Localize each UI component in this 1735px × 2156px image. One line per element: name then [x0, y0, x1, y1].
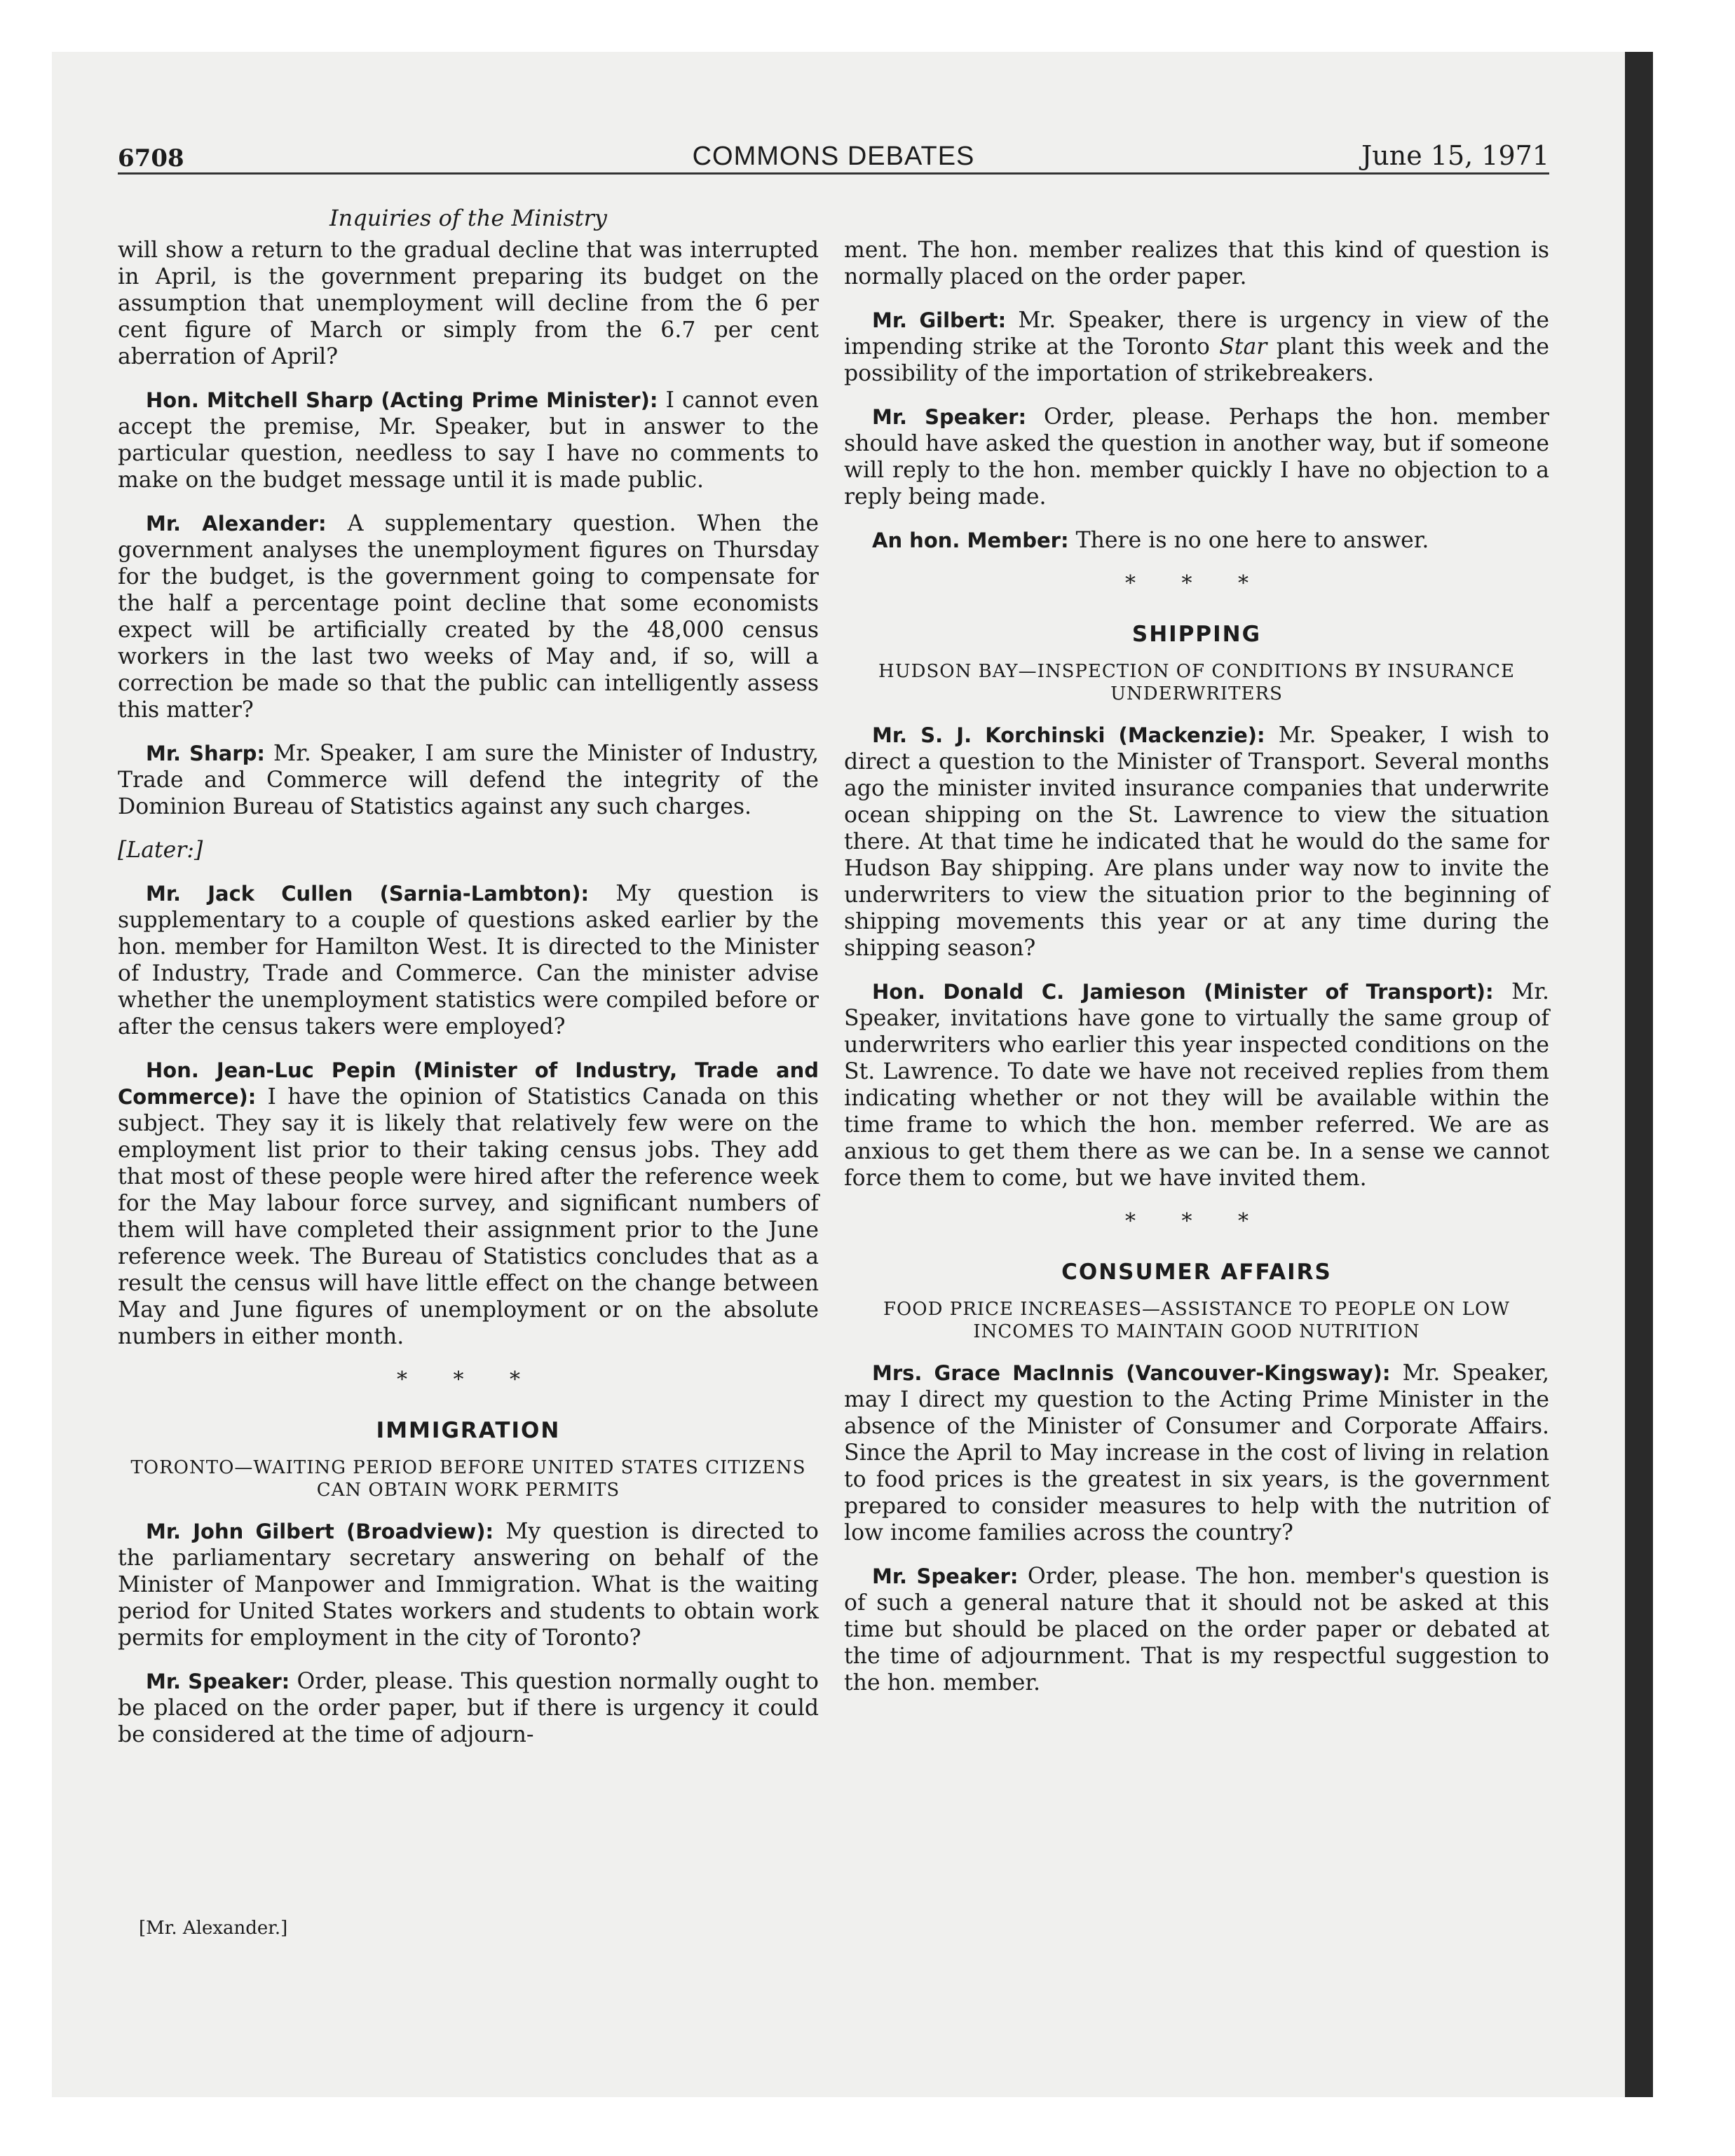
- paragraph: [118, 1668, 819, 1748]
- speaker-name: Mr. Speaker:: [146, 1670, 290, 1693]
- paragraph: [118, 510, 819, 723]
- speaker-name: Mr. S. J. Korchinski (Mackenzie):: [872, 723, 1265, 747]
- speaker-name: Mrs. Grace MacInnis (Vancouver-Kingsway):: [872, 1361, 1391, 1385]
- publication-title: COMMONS DEBATES: [692, 142, 975, 171]
- page-number: 6708: [118, 144, 184, 172]
- section-separator: * * *: [396, 1367, 540, 1392]
- left-column: [118, 237, 819, 1765]
- paragraph: [844, 307, 1549, 387]
- paragraph: [118, 740, 819, 820]
- speech-text: Mr. Speaker, may I direct my question to the Acting Prime Minister in the absence of the Minister of Consumer and Corporate Affairs. Since the April to May increase in the cost of living in relation to food prices is the greatest in six years, is the government prepared to consider measures to help with the nutrition of low income families across the country?: [844, 1360, 1549, 1546]
- speech-text: Order, please. This question normally ought to be placed on the order paper, but if there is urgency it could be considered at the time of adjourn-: [118, 1669, 819, 1747]
- paragraph: [844, 1563, 1549, 1696]
- speech-text: There is no one here to answer.: [1068, 528, 1429, 553]
- speech-text: My question is supplementary to a couple of questions asked earlier by the hon. member for Hamilton West. It is directed to the Minister of Industry, Trade and Commerce. Can the minister advise whether the unemployment statistics were compiled before or after the census takers were employed?: [118, 881, 819, 1039]
- speech-text: A supplementary question. When the government analyses the unemployment figures on Thursday for the budget, is the government going to compensate for the half a percentage point decline that some economists expect will be artificially created by the 48,000 census workers in the last two weeks of May and, if so, will a correction be made so that the public can intelligently assess this matter?: [118, 511, 819, 723]
- section-heading: SHIPPING: [1131, 622, 1262, 647]
- speech-text: Mr. Speaker, invitations have gone to virtually the same group of underwriters who earlier this year inspected conditions on the St. Lawrence. To date we have not received replies from them indicating whether or not they will be available within the time frame to which the hon. member referred. We are as anxious to get them there as we can be. In a sense we cannot force them to come, but we have invited them.: [844, 979, 1549, 1191]
- paragraph: ment. The hon. member realizes that this kind of question is normally placed on the order paper.: [844, 238, 1549, 289]
- speech-text: Order, please. The hon. member's question is of such a general nature that it should not be asked at this time but should be placed on the order paper or debated at the time of adjournment. That is my respectful suggestion to the hon. member.: [844, 1564, 1549, 1696]
- speech-text: Order, please. Perhaps the hon. member should have asked the question in another way, but if someone will reply to the hon. member quickly I have no objection to a reply being made.: [844, 404, 1549, 510]
- speech-text: Mr. Speaker, I am sure the Minister of Industry, Trade and Commerce will defend the integrity of the Dominion Bureau of Statistics against any such charges.: [118, 741, 819, 819]
- subsection-heading: TORONTO—WAITING PERIOD BEFORE UNITED STATES CITIZENS CAN OBTAIN WORK PERMITS: [130, 1457, 806, 1501]
- section-heading: IMMIGRATION: [376, 1418, 561, 1443]
- speech-text: plant this week and the possibility of the importation of strikebreakers.: [844, 334, 1550, 386]
- paragraph: [118, 1057, 819, 1350]
- speaker-name: Mr. Gilbert:: [872, 308, 1007, 332]
- speaker-name: Mr. Alexander:: [146, 512, 327, 535]
- binding-edge: [1625, 52, 1653, 2097]
- paragraph: [118, 880, 819, 1040]
- speaker-name: Mr. Speaker:: [872, 1564, 1019, 1588]
- section-separator: * * *: [1124, 1209, 1269, 1234]
- paragraph: [844, 404, 1549, 510]
- page-header: [118, 137, 1549, 175]
- speaker-name: Mr. Sharp:: [146, 742, 265, 765]
- running-title: Inquiries of the Ministry: [329, 205, 607, 231]
- subsection-heading: HUDSON BAY—INSPECTION OF CONDITIONS BY INSURANCE UNDERWRITERS: [878, 661, 1515, 704]
- section-heading: CONSUMER AFFAIRS: [1061, 1260, 1332, 1285]
- speaker-name: Mr. Jack Cullen (Sarnia-Lambton):: [146, 882, 590, 906]
- newspaper-name: Star: [1219, 334, 1267, 360]
- speaker-name: Mr. John Gilbert (Broadview):: [146, 1520, 494, 1543]
- right-column: [844, 237, 1549, 1713]
- paragraph: [118, 387, 819, 493]
- later-marker: [Later:]: [118, 838, 203, 863]
- speech-text: I cannot even accept the premise, Mr. Speaker, but in answer to the particular question, needless to say I have no comments to make on the budget message until it is made public.: [118, 388, 819, 493]
- paragraph: [118, 1518, 819, 1651]
- speaker-name: An hon. Member:: [872, 528, 1069, 552]
- subsection-heading: FOOD PRICE INCREASES—ASSISTANCE TO PEOPLE ON LOW INCOMES TO MAINTAIN GOOD NUTRITION: [883, 1299, 1511, 1342]
- speech-text: Mr. Speaker, I wish to direct a question to the Minister of Transport. Several months ago the minister invited insurance companies that underwrite ocean shipping on the St. Lawrence to view the situation there. At that time he indicated that he would do the same for Hudson Bay shipping. Are plans under way now to invite the underwriters to view the situation prior to the beginning of shipping movements this year or at any time during the shipping season?: [844, 723, 1549, 961]
- speech-text: I have the opinion of Statistics Canada on this subject. They say it is likely that relatively few were on the employment list prior to their taking census jobs. They add that most of these people were hired after the reference week for the May labour force survey, and significant numbers of them will have completed their assignment prior to the June reference week. The Bureau of Statistics concludes that as a result the census will have little effect on the change between May and June figures of unemployment or on the absolute numbers in either month.: [118, 1084, 819, 1349]
- paragraph: will show a return to the gradual decline that was interrupted in April, is the government preparing its budget on the assumption that unemployment will decline from the 6 per cent figure of March or simply from the 6.7 per cent aberration of April?: [118, 238, 819, 369]
- page-footer: [Mr. Alexander.]: [139, 1918, 288, 1939]
- paragraph: [844, 722, 1549, 962]
- publication-date: June 15, 1971: [1361, 140, 1549, 171]
- section-separator: * * *: [1124, 571, 1269, 596]
- speaker-name: Mr. Speaker:: [872, 405, 1027, 429]
- paragraph: [844, 1360, 1549, 1546]
- speaker-name: Hon. Jean-Luc Pepin (Minister of Industry, Trade and Commerce):: [118, 1058, 819, 1109]
- speaker-name: Hon. Donald C. Jamieson (Minister of Transport):: [872, 980, 1494, 1004]
- speaker-name: Hon. Mitchell Sharp (Acting Prime Minister):: [146, 388, 658, 412]
- speech-text: My question is directed to the parliamentary secretary answering on behalf of the Minister of Manpower and Immigration. What is the waiting period for United States workers and students to obtain work permits for employment in the city of Toronto?: [118, 1519, 819, 1651]
- paragraph: [844, 978, 1549, 1192]
- paragraph: [844, 527, 1549, 554]
- speech-text: Mr. Speaker, there is urgency in view of the impending strike at the Toronto: [844, 308, 1549, 360]
